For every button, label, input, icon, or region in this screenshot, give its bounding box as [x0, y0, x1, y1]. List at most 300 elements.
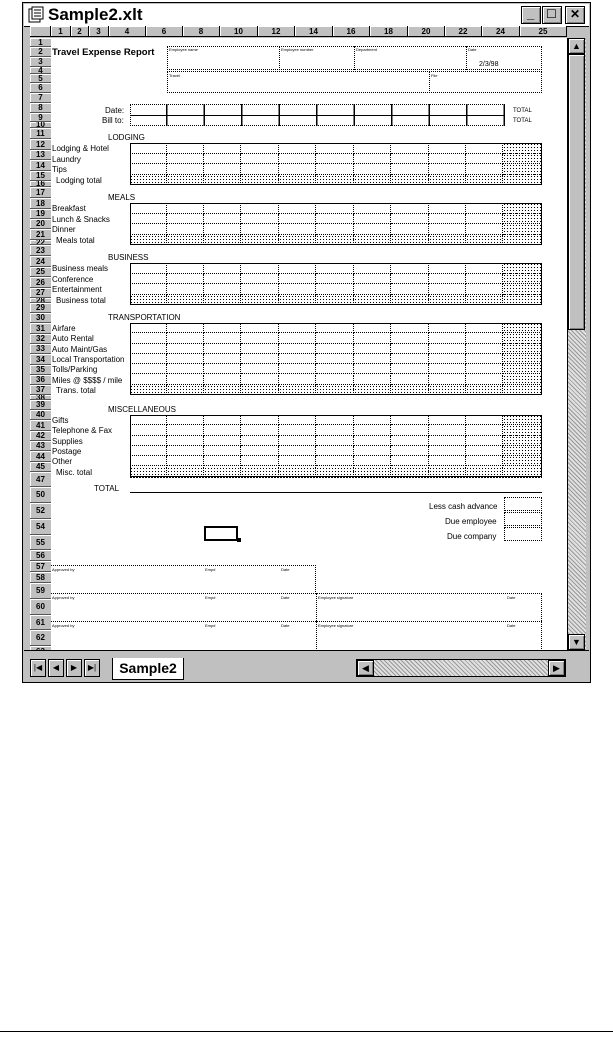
grid-cell[interactable]	[429, 415, 466, 425]
grid-cell[interactable]	[316, 446, 354, 456]
row-header[interactable]: 37	[30, 385, 51, 395]
grid-cell[interactable]	[429, 274, 466, 285]
grid-cell[interactable]	[503, 446, 542, 456]
row-header[interactable]: 28	[30, 298, 51, 303]
grid-cell[interactable]	[316, 203, 354, 214]
grid-cell[interactable]	[316, 344, 354, 354]
grid-cell[interactable]	[466, 263, 503, 274]
grid-cell[interactable]	[241, 425, 279, 435]
grid-cell[interactable]	[241, 274, 279, 285]
grid-cell[interactable]	[204, 274, 241, 285]
grid-cell[interactable]	[354, 415, 391, 425]
grid-cell[interactable]	[130, 235, 167, 246]
grid-cell[interactable]	[391, 323, 429, 333]
row-header[interactable]: 2	[30, 47, 51, 57]
grid-cell[interactable]	[279, 143, 316, 154]
prev-sheet-button[interactable]	[48, 659, 64, 677]
grid-cell[interactable]	[167, 214, 204, 225]
grid-cell[interactable]	[167, 364, 204, 374]
grid-cell[interactable]	[279, 203, 316, 214]
row-header[interactable]: 17	[30, 187, 51, 198]
grid-cell[interactable]	[503, 175, 542, 186]
grid-cell[interactable]	[466, 344, 503, 354]
grid-cell[interactable]	[354, 333, 391, 343]
grid-cell[interactable]	[130, 344, 167, 354]
horizontal-scrollbar[interactable]	[356, 659, 566, 677]
row-header[interactable]: 39	[30, 400, 51, 410]
row-header[interactable]: 4	[30, 67, 51, 74]
grid-cell[interactable]	[316, 295, 354, 306]
grid-cell[interactable]	[279, 436, 316, 446]
row-header[interactable]: 8	[30, 103, 51, 113]
grid-cell[interactable]	[279, 385, 316, 395]
grid-cell[interactable]	[503, 375, 542, 385]
grid-cell[interactable]	[167, 446, 204, 456]
grid-cell[interactable]	[466, 274, 503, 285]
grid-cell[interactable]	[391, 344, 429, 354]
grid-cell[interactable]	[429, 175, 466, 186]
grid-cell[interactable]	[354, 323, 391, 333]
row-header[interactable]: 12	[30, 139, 51, 150]
grid-cell[interactable]	[391, 224, 429, 235]
grid-cell[interactable]	[354, 295, 391, 306]
title-bar[interactable]	[24, 4, 589, 27]
row-header[interactable]: 25	[30, 267, 51, 277]
grid-cell[interactable]	[316, 456, 354, 466]
grid-cell[interactable]	[354, 284, 391, 295]
grid-cell[interactable]	[466, 375, 503, 385]
grid-cell[interactable]	[503, 224, 542, 235]
approval-box-3[interactable]	[51, 621, 542, 649]
column-header[interactable]: 4	[109, 26, 146, 37]
grid-cell[interactable]	[429, 375, 466, 385]
row-header[interactable]: 20	[30, 219, 51, 229]
grid-cell[interactable]	[204, 456, 241, 466]
grid-cell[interactable]	[466, 284, 503, 295]
due-company-cell[interactable]	[504, 527, 542, 541]
row-header[interactable]: 27	[30, 288, 51, 298]
active-cell-cursor[interactable]	[204, 526, 238, 541]
grid-cell[interactable]	[130, 436, 167, 446]
row-header[interactable]: 55	[30, 535, 51, 550]
grid-cell[interactable]	[466, 203, 503, 214]
grid-cell[interactable]	[503, 284, 542, 295]
grid-cell[interactable]	[241, 456, 279, 466]
grid-cell[interactable]	[167, 175, 204, 186]
grid-cell[interactable]	[429, 214, 466, 225]
grid-cell[interactable]	[204, 364, 241, 374]
grid-cell[interactable]	[130, 154, 167, 165]
grid-cell[interactable]	[429, 224, 466, 235]
column-header[interactable]: 24	[482, 26, 520, 37]
grid-cell[interactable]	[130, 263, 167, 274]
grid-cell[interactable]	[316, 375, 354, 385]
grid-cell[interactable]	[204, 436, 241, 446]
row-header[interactable]: 34	[30, 354, 51, 365]
grid-cell[interactable]	[279, 446, 316, 456]
column-header[interactable]: 10	[220, 26, 258, 37]
row-header[interactable]: 60	[30, 599, 51, 615]
grid-cell[interactable]	[204, 203, 241, 214]
grid-cell[interactable]	[316, 224, 354, 235]
grid-cell[interactable]	[466, 425, 503, 435]
row-header[interactable]: 19	[30, 209, 51, 219]
grid-cell[interactable]	[167, 164, 204, 175]
grid-cell[interactable]	[204, 284, 241, 295]
grid-cell[interactable]	[429, 425, 466, 435]
row-header[interactable]: 45	[30, 462, 51, 472]
column-header[interactable]: 3	[89, 26, 109, 37]
grid-cell[interactable]	[354, 175, 391, 186]
grid-cell[interactable]	[466, 164, 503, 175]
grid-cell[interactable]	[167, 263, 204, 274]
grid-cell[interactable]	[503, 295, 542, 306]
grid-cell[interactable]	[279, 235, 316, 246]
column-header[interactable]: 8	[183, 26, 220, 37]
grid-cell[interactable]	[354, 354, 391, 364]
grid-cell[interactable]	[466, 436, 503, 446]
vertical-scrollbar[interactable]	[567, 38, 586, 650]
row-header[interactable]: 18	[30, 198, 51, 209]
grid-cell[interactable]	[279, 344, 316, 354]
grid-cell[interactable]	[503, 214, 542, 225]
grid-cell[interactable]	[167, 235, 204, 246]
grid-cell[interactable]	[130, 385, 167, 395]
grid-cell[interactable]	[503, 436, 542, 446]
grid-cell[interactable]	[167, 295, 204, 306]
grid-cell[interactable]	[130, 415, 167, 425]
grid-cell[interactable]	[354, 425, 391, 435]
grid-cell[interactable]	[204, 425, 241, 435]
column-header[interactable]: 12	[258, 26, 295, 37]
grid-cell[interactable]	[391, 203, 429, 214]
grid-cell[interactable]	[241, 436, 279, 446]
grid-cell[interactable]	[130, 323, 167, 333]
column-header[interactable]: 16	[333, 26, 370, 37]
grid-cell[interactable]	[241, 323, 279, 333]
grid-cell[interactable]	[241, 364, 279, 374]
grid-cell[interactable]	[391, 364, 429, 374]
grid-cell[interactable]	[429, 385, 466, 395]
grid-cell[interactable]	[391, 274, 429, 285]
column-header[interactable]: 6	[146, 26, 183, 37]
grid-cell[interactable]	[279, 415, 316, 425]
row-header[interactable]: 54	[30, 519, 51, 535]
grid-cell[interactable]	[279, 263, 316, 274]
row-header[interactable]: 3	[30, 57, 51, 67]
grid-cell[interactable]	[316, 385, 354, 395]
grid-cell[interactable]	[241, 203, 279, 214]
grid-cell[interactable]	[391, 143, 429, 154]
grid-cell[interactable]	[204, 375, 241, 385]
close-button[interactable]	[565, 6, 585, 24]
grid-cell[interactable]	[503, 154, 542, 165]
row-header[interactable]: 16	[30, 181, 51, 187]
grid-cell[interactable]	[130, 214, 167, 225]
grid-cell[interactable]	[279, 333, 316, 343]
grid-cell[interactable]	[466, 235, 503, 246]
grid-cell[interactable]	[241, 263, 279, 274]
grid-cell[interactable]	[130, 284, 167, 295]
row-header[interactable]: 21	[30, 229, 51, 240]
row-header[interactable]: 29	[30, 303, 51, 313]
grid-cell[interactable]	[466, 175, 503, 186]
row-header[interactable]: 1	[30, 38, 51, 47]
grid-cell[interactable]	[167, 333, 204, 343]
grid-cell[interactable]	[354, 203, 391, 214]
minimize-button[interactable]	[521, 6, 541, 24]
grid-cell[interactable]	[503, 415, 542, 425]
grid-cell[interactable]	[204, 235, 241, 246]
column-header[interactable]: 18	[370, 26, 408, 37]
grid-cell[interactable]	[241, 333, 279, 343]
row-header[interactable]: 7	[30, 93, 51, 103]
column-header[interactable]: 20	[408, 26, 445, 37]
grid-cell[interactable]	[279, 364, 316, 374]
grid-cell[interactable]	[167, 456, 204, 466]
date-value[interactable]: 2/3/98	[479, 61, 499, 68]
next-sheet-button[interactable]	[66, 659, 82, 677]
grid-cell[interactable]	[130, 456, 167, 466]
grid-cell[interactable]	[316, 284, 354, 295]
row-header[interactable]: 5	[30, 74, 51, 83]
grid-cell[interactable]	[466, 385, 503, 395]
grid-cell[interactable]	[204, 143, 241, 154]
grid-cell[interactable]	[316, 415, 354, 425]
grid-cell[interactable]	[167, 143, 204, 154]
grid-cell[interactable]	[503, 263, 542, 274]
grid-cell[interactable]	[429, 295, 466, 306]
scroll-up-button[interactable]	[568, 38, 585, 54]
grid-cell[interactable]	[503, 203, 542, 214]
row-header[interactable]: 57	[30, 561, 51, 572]
row-header[interactable]: 32	[30, 334, 51, 344]
first-sheet-button[interactable]	[30, 659, 46, 677]
grid-cell[interactable]	[391, 385, 429, 395]
grid-cell[interactable]	[316, 143, 354, 154]
grid-cell[interactable]	[391, 354, 429, 364]
grid-cell[interactable]	[279, 175, 316, 186]
grid-cell[interactable]	[130, 203, 167, 214]
grid-cell[interactable]	[354, 224, 391, 235]
grid-cell[interactable]	[204, 344, 241, 354]
row-header[interactable]: 50	[30, 487, 51, 503]
row-header[interactable]: 47	[30, 472, 51, 487]
column-header[interactable]: 1	[51, 26, 71, 37]
row-header[interactable]: 56	[30, 550, 51, 561]
grid-cell[interactable]	[316, 333, 354, 343]
row-header[interactable]: 24	[30, 256, 51, 267]
grid-cell[interactable]	[204, 385, 241, 395]
grid-cell[interactable]	[354, 143, 391, 154]
grid-cell[interactable]	[316, 364, 354, 374]
grid-cell[interactable]	[354, 344, 391, 354]
grid-cell[interactable]	[130, 354, 167, 364]
grid-cell[interactable]	[503, 333, 542, 343]
grid-cell[interactable]	[241, 154, 279, 165]
grid-cell[interactable]	[354, 214, 391, 225]
grid-cell[interactable]	[429, 143, 466, 154]
scroll-down-button[interactable]	[568, 634, 585, 650]
grid-cell[interactable]	[466, 415, 503, 425]
grid-cell[interactable]	[354, 235, 391, 246]
grid-cell[interactable]	[503, 164, 542, 175]
row-header[interactable]: 38	[30, 395, 51, 400]
grid-cell[interactable]	[316, 154, 354, 165]
grid-cell[interactable]	[466, 364, 503, 374]
row-header[interactable]: 44	[30, 451, 51, 462]
grid-cell[interactable]	[503, 143, 542, 154]
row-header[interactable]: 6	[30, 83, 51, 93]
grid-cell[interactable]	[241, 164, 279, 175]
grid-cell[interactable]	[130, 274, 167, 285]
row-header[interactable]: 43	[30, 441, 51, 451]
grid-cell[interactable]	[204, 224, 241, 235]
grid-cell[interactable]	[391, 436, 429, 446]
row-header[interactable]: 11	[30, 128, 51, 139]
row-header[interactable]: 22	[30, 240, 51, 245]
grid-cell[interactable]	[279, 154, 316, 165]
grid-cell[interactable]	[130, 143, 167, 154]
grid-cell[interactable]	[466, 456, 503, 466]
grid-cell[interactable]	[503, 344, 542, 354]
scroll-left-button[interactable]	[357, 660, 374, 676]
grid-cell[interactable]	[241, 295, 279, 306]
grid-cell[interactable]	[354, 456, 391, 466]
grid-cell[interactable]	[241, 415, 279, 425]
grid-cell[interactable]	[466, 224, 503, 235]
grid-cell[interactable]	[503, 456, 542, 466]
grid-cell[interactable]	[429, 354, 466, 364]
grid-cell[interactable]	[241, 235, 279, 246]
grid-cell[interactable]	[167, 284, 204, 295]
grid-cell[interactable]	[167, 344, 204, 354]
row-header[interactable]: 13	[30, 150, 51, 160]
grid-cell[interactable]	[354, 263, 391, 274]
grid-cell[interactable]	[354, 164, 391, 175]
grid-cell[interactable]	[391, 425, 429, 435]
grid-cell[interactable]	[466, 214, 503, 225]
grid-cell[interactable]	[279, 375, 316, 385]
row-header[interactable]: 26	[30, 277, 51, 288]
approval-box-2[interactable]	[51, 593, 542, 621]
grid-cell[interactable]	[167, 436, 204, 446]
grid-cell[interactable]	[391, 333, 429, 343]
grid-cell[interactable]	[391, 164, 429, 175]
grid-cell[interactable]	[316, 425, 354, 435]
grid-cell[interactable]	[466, 333, 503, 343]
grid-cell[interactable]	[391, 235, 429, 246]
grid-cell[interactable]	[429, 333, 466, 343]
grid-cell[interactable]	[204, 295, 241, 306]
last-sheet-button[interactable]	[84, 659, 100, 677]
grid-cell[interactable]	[429, 344, 466, 354]
row-header[interactable]: 41	[30, 420, 51, 431]
grid-cell[interactable]	[391, 295, 429, 306]
column-header[interactable]: 2	[71, 26, 89, 37]
grid-cell[interactable]	[167, 224, 204, 235]
grid-cell[interactable]	[241, 284, 279, 295]
fill-handle[interactable]	[237, 538, 241, 542]
grid-cell[interactable]	[167, 274, 204, 285]
row-header[interactable]: 42	[30, 431, 51, 441]
grid-cell[interactable]	[130, 425, 167, 435]
row-header[interactable]: 40	[30, 410, 51, 420]
grid-cell[interactable]	[167, 375, 204, 385]
grid-cell[interactable]	[241, 385, 279, 395]
row-header[interactable]: 36	[30, 375, 51, 385]
grid-cell[interactable]	[354, 154, 391, 165]
grid-cell[interactable]	[503, 354, 542, 364]
grid-cell[interactable]	[130, 164, 167, 175]
grid-cell[interactable]	[130, 295, 167, 306]
grid-cell[interactable]	[241, 175, 279, 186]
maximize-button[interactable]	[542, 6, 562, 24]
grid-cell[interactable]	[204, 154, 241, 165]
grid-cell[interactable]	[391, 154, 429, 165]
approval-box-1[interactable]	[51, 565, 316, 592]
grid-cell[interactable]	[503, 385, 542, 395]
grid-cell[interactable]	[391, 175, 429, 186]
grid-cell[interactable]	[241, 354, 279, 364]
due-employee-cell[interactable]	[504, 512, 542, 526]
grid-cell[interactable]	[279, 274, 316, 285]
grid-cell[interactable]	[279, 284, 316, 295]
grid-cell[interactable]	[503, 323, 542, 333]
grid-cell[interactable]	[429, 235, 466, 246]
grid-cell[interactable]	[204, 415, 241, 425]
grid-cell[interactable]	[354, 375, 391, 385]
grid-cell[interactable]	[167, 203, 204, 214]
grid-cell[interactable]	[429, 164, 466, 175]
grid-cell[interactable]	[391, 284, 429, 295]
row-header[interactable]: 31	[30, 323, 51, 334]
grid-cell[interactable]	[316, 263, 354, 274]
grid-cell[interactable]	[167, 385, 204, 395]
grid-cell[interactable]	[130, 175, 167, 186]
row-header[interactable]: 23	[30, 245, 51, 256]
grid-cell[interactable]	[204, 354, 241, 364]
grid-cell[interactable]	[316, 274, 354, 285]
grid-cell[interactable]	[130, 224, 167, 235]
grid-cell[interactable]	[204, 333, 241, 343]
grid-cell[interactable]	[130, 446, 167, 456]
grid-cell[interactable]	[279, 425, 316, 435]
grid-cell[interactable]	[204, 323, 241, 333]
grid-cell[interactable]	[391, 214, 429, 225]
grid-cell[interactable]	[241, 344, 279, 354]
row-header[interactable]: 35	[30, 365, 51, 375]
row-header[interactable]: 10	[30, 122, 51, 128]
grid-cell[interactable]	[204, 175, 241, 186]
grid-cell[interactable]	[429, 154, 466, 165]
select-all-corner[interactable]	[30, 26, 51, 37]
grid-cell[interactable]	[429, 456, 466, 466]
row-header[interactable]: 59	[30, 583, 51, 599]
grid-cell[interactable]	[316, 436, 354, 446]
row-header[interactable]: 15	[30, 171, 51, 181]
row-header[interactable]: 14	[30, 160, 51, 171]
grid-cell[interactable]	[167, 415, 204, 425]
grid-cell[interactable]	[130, 333, 167, 343]
grid-cell[interactable]	[466, 323, 503, 333]
grid-cell[interactable]	[279, 323, 316, 333]
grid-cell[interactable]	[241, 224, 279, 235]
grid-cell[interactable]	[466, 446, 503, 456]
row-header[interactable]: 30	[30, 313, 51, 323]
grid-cell[interactable]	[429, 263, 466, 274]
grid-cell[interactable]	[204, 446, 241, 456]
